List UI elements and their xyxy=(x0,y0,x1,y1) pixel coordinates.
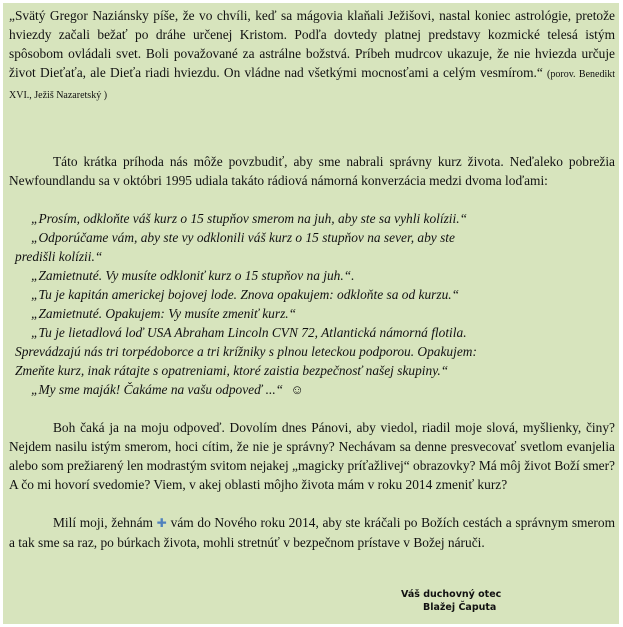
signature-title: Váš duchovný otec xyxy=(401,589,502,600)
newsletter-page xyxy=(3,3,619,624)
conversation-line: „Zamietnuté. Vy musíte odkloniť kurz o 15 stupňov na juh.“. xyxy=(31,268,355,283)
signature-name: Blažej Čaputa xyxy=(423,602,497,613)
conversation-line: Sprevádzajú nás tri torpédoborce a tri krížniky s plnou leteckou podporou. Opakujem: xyxy=(15,344,477,359)
quote-text: „Svätý Gregor Naziánsky píše, že vo chvíli, keď sa mágovia klaňali Ježišovi, nastal koniec astrológie, pretože hviezdy začali bežať po dráhe určenej Kristom. Podľa dovtedy platnej predstavy kozmické telesá istým spôsobom ovládali svet. Boli považované za astrálne božstvá. Príbeh mudrcov ukazuje, že nie hviezda určuje život Dieťaťa, ale Dieťa riadi hviezdu. On vládne nad všetkými mocnosťami a celým vesmírom.“ xyxy=(9,8,615,80)
conversation-line: „Tu je lietadlová loď USA Abraham Lincoln CVN 72, Atlantická námorná flotila. xyxy=(31,325,467,340)
intro-paragraph: Táto krátka príhoda nás môže povzbudiť, aby sme nabrali správny kurz života. Neďaleko pobrežia Newfoundlandu sa v októbri 1995 udiala takáto rádiová námorná konverzácia medzi dvoma loďami: xyxy=(9,154,615,188)
quote-source: (porov. Benedikt XVI., Ježiš Nazaretský ) xyxy=(9,69,616,101)
conversation-line: „Tu je kapitán americkej bojovej lode. Znova opakujem: odkloňte sa od kurzu.“ xyxy=(31,287,460,302)
conversation-line-last xyxy=(31,380,601,399)
smiley-icon: ☺ xyxy=(290,382,304,397)
conversation-line: „Odporúčame vám, aby ste vy odklonili váš kurz o 15 stupňov na sever, aby ste xyxy=(31,230,455,245)
signature xyxy=(401,588,501,614)
conversation-line: „Prosím, odkloňte váš kurz o 15 stupňov smerom na juh, aby ste sa vyhli kolízii.“ xyxy=(31,211,468,226)
blessing-text-after: vám do Nového roku 2014, aby ste kráčali po Božích cestách a správnym smerom a tak sme sa raz, po búrkach života, mohli stretnúť v bezpečnom prístave v Božej náruči. xyxy=(9,515,615,550)
blessing-paragraph xyxy=(9,513,615,552)
quote-paragraph xyxy=(9,6,615,105)
conversation-line: „My sme maják! Čakáme na vašu odpoveď ...“ xyxy=(31,382,284,397)
conversation-line: predišli kolízii.“ xyxy=(15,249,103,264)
reflection-paragraph: Boh čaká ja na moju odpoveď. Dovolím dnes Pánovi, aby viedol, riadil moje slová, myšlienky, činy? Nejdem nasilu istým smerom, hoci cítim, že nie je správny? Nechávam sa denne presvecovať svetlom evanjelia alebo som prežiarený len modrastým svitom nejakej „magicky príťažlivej“ obrazovky? Má môj život Boží smer? A čo mi hovorí svedomie? Viem, v akej oblasti môjho života mám v roku 2014 zmeniť kurz? xyxy=(9,420,615,492)
blessing-text-before: Milí moji, žehnám xyxy=(53,515,153,530)
conversation-line: Zmeňte kurz, inak rátajte s opatreniami, ktoré zaistia bezpečnosť našej skupiny.“ xyxy=(15,363,449,378)
conversation-line: „Zamietnuté. Opakujem: Vy musíte zmeniť kurz.“ xyxy=(31,306,297,321)
cross-icon: ✚ xyxy=(156,516,167,530)
radio-conversation xyxy=(15,209,601,399)
